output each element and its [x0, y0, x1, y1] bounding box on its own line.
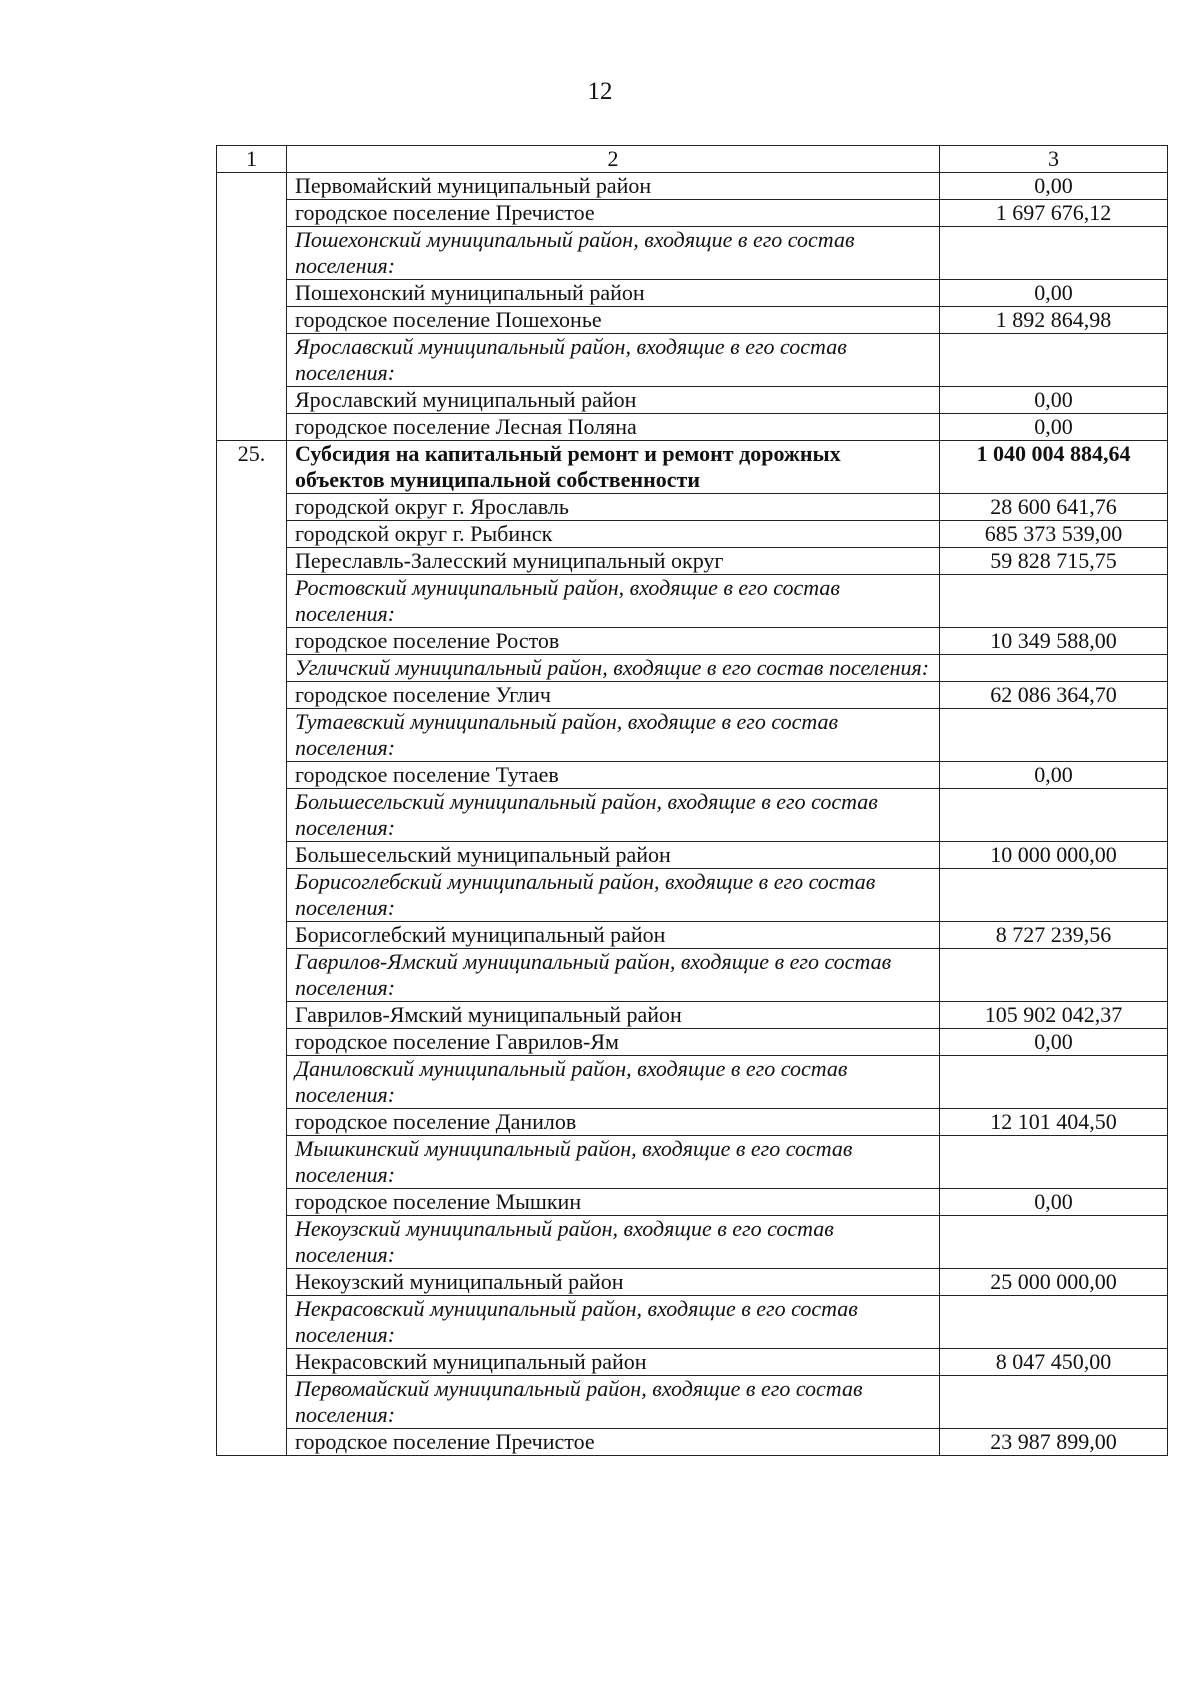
amount-cell: 0,00 — [940, 1189, 1168, 1216]
amount-cell: 62 086 364,70 — [940, 682, 1168, 709]
table-row — [217, 789, 1168, 842]
table-row — [217, 1296, 1168, 1349]
amount-cell: 105 902 042,37 — [940, 1002, 1168, 1029]
group-heading-cell: Даниловский муниципальный район, входящие в его состав поселения: — [287, 1056, 940, 1109]
amount-cell — [940, 1216, 1168, 1269]
label-cell: городское поселение Лесная Поляна — [287, 414, 940, 441]
group-heading-cell: Большесельский муниципальный район, входящие в его состав поселения: — [287, 789, 940, 842]
amount-cell: 1 040 004 884,64 — [940, 441, 1168, 494]
table-row — [217, 1056, 1168, 1109]
table-row — [217, 334, 1168, 387]
table-row — [217, 1109, 1168, 1136]
group-heading-cell: Угличский муниципальный район, входящие в его состав поселения: — [287, 655, 940, 682]
label-cell: городской округ г. Рыбинск — [287, 521, 940, 548]
amount-cell: 23 987 899,00 — [940, 1429, 1168, 1456]
table-row — [217, 842, 1168, 869]
label-cell: Ярославский муниципальный район — [287, 387, 940, 414]
group-heading-cell: Первомайский муниципальный район, входящие в его состав поселения: — [287, 1376, 940, 1429]
label-cell: городское поселение Углич — [287, 682, 940, 709]
row-number-cell — [217, 173, 287, 441]
table-header-row — [217, 146, 1168, 173]
header-col-3: 3 — [940, 146, 1168, 173]
table-row — [217, 441, 1168, 494]
amount-cell: 1 697 676,12 — [940, 200, 1168, 227]
label-cell: городское поселение Пречистое — [287, 1429, 940, 1456]
label-cell: Переславль-Залесский муниципальный округ — [287, 548, 940, 575]
table-row — [217, 655, 1168, 682]
table-row — [217, 494, 1168, 521]
group-heading-cell: Борисоглебский муниципальный район, входящие в его состав поселения: — [287, 869, 940, 922]
amount-cell: 0,00 — [940, 387, 1168, 414]
table-row — [217, 280, 1168, 307]
table-row — [217, 922, 1168, 949]
amount-cell: 10 000 000,00 — [940, 842, 1168, 869]
label-cell: Некоузский муниципальный район — [287, 1269, 940, 1296]
amount-cell — [940, 949, 1168, 1002]
label-cell: городское поселение Тутаев — [287, 762, 940, 789]
amount-cell — [940, 1136, 1168, 1189]
amount-cell — [940, 709, 1168, 762]
label-cell: Первомайский муниципальный район — [287, 173, 940, 200]
label-cell: городское поселение Гаврилов-Ям — [287, 1029, 940, 1056]
amount-cell: 8 047 450,00 — [940, 1349, 1168, 1376]
amount-cell: 12 101 404,50 — [940, 1109, 1168, 1136]
group-heading-cell: Гаврилов-Ямский муниципальный район, входящие в его состав поселения: — [287, 949, 940, 1002]
label-cell: Некрасовский муниципальный район — [287, 1349, 940, 1376]
label-cell: городское поселение Мышкин — [287, 1189, 940, 1216]
amount-cell — [940, 227, 1168, 280]
table-row — [217, 227, 1168, 280]
amount-cell — [940, 1376, 1168, 1429]
table-row — [217, 682, 1168, 709]
table-row — [217, 1269, 1168, 1296]
page-number: 12 — [587, 78, 613, 105]
row-number-cell: 25. — [217, 441, 287, 1456]
amount-cell: 28 600 641,76 — [940, 494, 1168, 521]
label-cell: городской округ г. Ярославль — [287, 494, 940, 521]
table-row — [217, 548, 1168, 575]
table-row — [217, 200, 1168, 227]
amount-cell — [940, 1056, 1168, 1109]
label-cell: городское поселение Пошехонье — [287, 307, 940, 334]
table-row — [217, 173, 1168, 200]
header-col-2: 2 — [287, 146, 940, 173]
amount-cell — [940, 1296, 1168, 1349]
amount-cell: 8 727 239,56 — [940, 922, 1168, 949]
label-cell: Пошехонский муниципальный район — [287, 280, 940, 307]
amount-cell — [940, 789, 1168, 842]
amount-cell: 0,00 — [940, 1029, 1168, 1056]
group-heading-cell: Тутаевский муниципальный район, входящие в его состав поселения: — [287, 709, 940, 762]
table-row — [217, 1189, 1168, 1216]
table-row — [217, 387, 1168, 414]
table-row — [217, 1136, 1168, 1189]
table-row — [217, 414, 1168, 441]
table-row — [217, 307, 1168, 334]
table-row — [217, 575, 1168, 628]
amount-cell: 0,00 — [940, 414, 1168, 441]
header-col-1: 1 — [217, 146, 287, 173]
group-heading-cell: Ростовский муниципальный район, входящие в его состав поселения: — [287, 575, 940, 628]
amount-cell — [940, 575, 1168, 628]
table-row — [217, 1349, 1168, 1376]
amount-cell: 685 373 539,00 — [940, 521, 1168, 548]
subsidy-table — [216, 145, 1168, 1456]
group-heading-cell: Ярославский муниципальный район, входящие в его состав поселения: — [287, 334, 940, 387]
amount-cell — [940, 869, 1168, 922]
label-cell: Гаврилов-Ямский муниципальный район — [287, 1002, 940, 1029]
group-heading-cell: Некоузский муниципальный район, входящие в его состав поселения: — [287, 1216, 940, 1269]
group-heading-cell: Пошехонский муниципальный район, входящие в его состав поселения: — [287, 227, 940, 280]
table-row — [217, 949, 1168, 1002]
table-row — [217, 1029, 1168, 1056]
amount-cell: 25 000 000,00 — [940, 1269, 1168, 1296]
group-heading-cell: Мышкинский муниципальный район, входящие в его состав поселения: — [287, 1136, 940, 1189]
amount-cell — [940, 334, 1168, 387]
label-cell: Субсидия на капитальный ремонт и ремонт дорожных объектов муниципальной собственности — [287, 441, 940, 494]
table-row — [217, 869, 1168, 922]
amount-cell: 0,00 — [940, 280, 1168, 307]
table-row — [217, 762, 1168, 789]
label-cell: городское поселение Ростов — [287, 628, 940, 655]
amount-cell: 10 349 588,00 — [940, 628, 1168, 655]
amount-cell: 0,00 — [940, 762, 1168, 789]
table-row — [217, 709, 1168, 762]
label-cell: городское поселение Данилов — [287, 1109, 940, 1136]
group-heading-cell: Некрасовский муниципальный район, входящие в его состав поселения: — [287, 1296, 940, 1349]
amount-cell: 0,00 — [940, 173, 1168, 200]
label-cell: городское поселение Пречистое — [287, 200, 940, 227]
table-row — [217, 1002, 1168, 1029]
table-row — [217, 1376, 1168, 1429]
table-row — [217, 1429, 1168, 1456]
amount-cell: 1 892 864,98 — [940, 307, 1168, 334]
amount-cell: 59 828 715,75 — [940, 548, 1168, 575]
table-row — [217, 1216, 1168, 1269]
amount-cell — [940, 655, 1168, 682]
label-cell: Большесельский муниципальный район — [287, 842, 940, 869]
table-row — [217, 521, 1168, 548]
table-row — [217, 628, 1168, 655]
label-cell: Борисоглебский муниципальный район — [287, 922, 940, 949]
